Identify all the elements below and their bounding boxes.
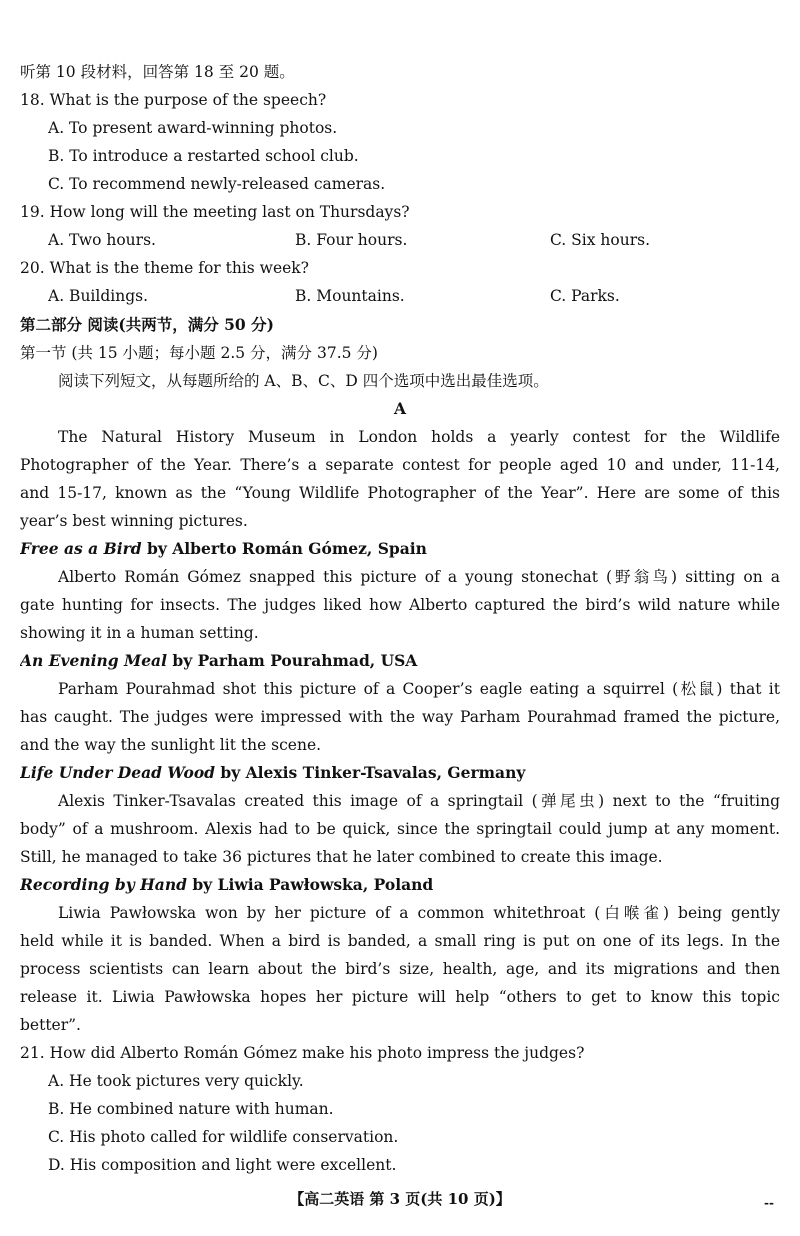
entry-1-line-1: Alberto Román Gómez snapped this picture of a young stonechat (野翁鸟) sitting on a [58, 568, 780, 586]
question-21-option-a: A. He took pictures very quickly. [48, 1072, 304, 1090]
question-19-option-a: A. Two hours. [48, 231, 156, 249]
question-19-options [48, 226, 780, 254]
question-19-option-c: C. Six hours. [550, 231, 650, 249]
intro-line-4: year’s best winning pictures. [20, 512, 248, 530]
reading-part-title: 第二部分 阅读(共两节，满分 50 分) [20, 315, 274, 334]
entry-4-line-2: held while it is banded. When a bird is banded, a small ring is put on one of its legs. In the [20, 932, 780, 950]
entry-3-title: Life Under Dead Wood [20, 763, 215, 782]
entry-3-line-1: Alexis Tinker-Tsavalas created this image of a springtail (弹尾虫) next to the “fruiting [58, 792, 780, 810]
reading-instruction: 阅读下列短文，从每题所给的 A、B、C、D 四个选项中选出最佳选项。 [58, 372, 549, 390]
entry-2-title: An Evening Meal [20, 651, 167, 670]
question-21-stem: 21. How did Alberto Román Gómez make his photo impress the judges? [20, 1044, 585, 1062]
question-18-stem: 18. What is the purpose of the speech? [20, 91, 327, 109]
question-19-option-b: B. Four hours. [295, 231, 408, 249]
entry-1-heading [20, 535, 780, 563]
reading-section-title: 第一节 (共 15 小题；每小题 2.5 分，满分 37.5 分) [20, 344, 378, 362]
page-footer: 【高二英语 第 3 页(共 10 页)】 [289, 1190, 511, 1208]
question-20-option-b: B. Mountains. [295, 287, 405, 305]
question-20-options [48, 282, 780, 310]
question-18-option-a: A. To present award-winning photos. [48, 119, 338, 137]
entry-4-heading [20, 871, 780, 899]
question-20-option-a: A. Buildings. [48, 287, 149, 305]
question-18-option-c: C. To recommend newly-released cameras. [48, 175, 386, 193]
intro-line-2: Photographer of the Year. There’s a separate contest for people aged 10 and under, 11-14, [20, 456, 780, 474]
entry-4-line-1: Liwia Pawłowska won by her picture of a common whitethroat (白喉雀) being gently [58, 904, 780, 922]
entry-3-line-3: Still, he managed to take 36 pictures that he later combined to create this image. [20, 848, 663, 866]
question-18-option-b: B. To introduce a restarted school club. [48, 147, 359, 165]
entry-1-title: Free as a Bird [20, 539, 142, 558]
question-19-stem: 19. How long will the meeting last on Thursdays? [20, 203, 410, 221]
entry-2-line-2: has caught. The judges were impressed with the way Parham Pourahmad framed the picture, [20, 708, 780, 726]
entry-4-title: Recording by Hand [20, 875, 187, 894]
question-20-stem: 20. What is the theme for this week? [20, 259, 309, 277]
entry-4-line-3: process scientists can learn about the bird’s size, health, age, and its migrations and then [20, 960, 780, 978]
listening-instruction: 听第 10 段材料，回答第 18 至 20 题。 [20, 63, 295, 81]
entry-2-byline: by Parham Pourahmad, USA [167, 651, 418, 670]
entry-1-byline: by Alberto Román Gómez, Spain [141, 539, 427, 558]
passage-label: A [393, 399, 407, 418]
entry-2-line-3: and the way the sunlight lit the scene. [20, 736, 322, 754]
entry-3-heading [20, 759, 780, 787]
entry-3-line-2: body” of a mushroom. Alexis had to be quick, since the springtail could jump at any moment. [20, 820, 780, 838]
entry-2-line-1: Parham Pourahmad shot this picture of a Cooper’s eagle eating a squirrel (松鼠) that it [58, 680, 780, 698]
entry-1-line-3: showing it in a human setting. [20, 624, 259, 642]
question-21-option-d: D. His composition and light were excellent. [48, 1156, 397, 1174]
intro-line-1: The Natural History Museum in London holds a yearly contest for the Wildlife [58, 428, 780, 446]
corner-mark: -- [764, 1196, 774, 1210]
question-21-option-b: B. He combined nature with human. [48, 1100, 334, 1118]
entry-2-heading [20, 647, 780, 675]
entry-4-line-4: release it. Liwia Pawłowska hopes her picture will help “others to get to know this topic [20, 988, 780, 1006]
question-21-option-c: C. His photo called for wildlife conservation. [48, 1128, 399, 1146]
entry-3-byline: by Alexis Tinker-Tsavalas, Germany [215, 763, 526, 782]
entry-4-byline: by Liwia Pawłowska, Poland [186, 875, 434, 894]
entry-1-line-2: gate hunting for insects. The judges liked how Alberto captured the bird’s wild nature while [20, 596, 780, 614]
entry-4-line-5: better”. [20, 1016, 81, 1034]
intro-line-3: and 15-17, known as the “Young Wildlife Photographer of the Year”. Here are some of this [20, 484, 780, 502]
question-20-option-c: C. Parks. [550, 287, 620, 305]
